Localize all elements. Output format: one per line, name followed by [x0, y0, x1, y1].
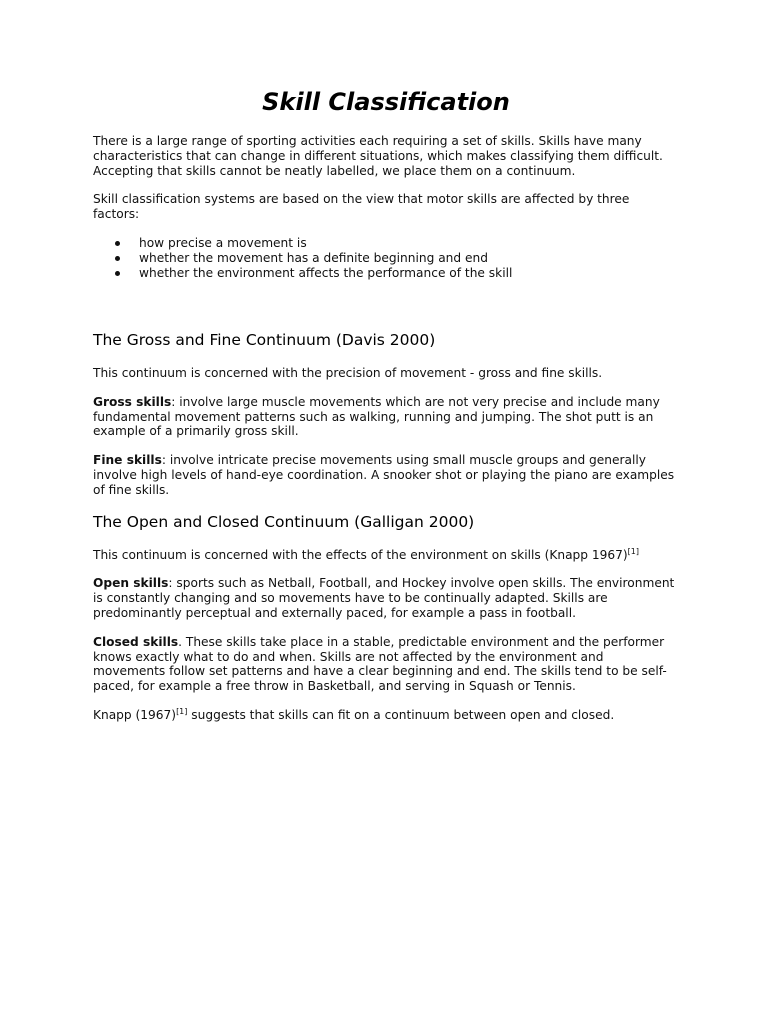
open-skills-term: Open skills	[93, 576, 169, 591]
open-skills-paragraph	[93, 576, 679, 620]
list-item	[93, 236, 679, 251]
gross-skills-term: Gross skills	[93, 394, 172, 409]
footnote-reference[interactable]: [1]	[627, 546, 639, 556]
knapp-paragraph	[93, 708, 679, 723]
gross-fine-heading: The Gross and Fine Continuum (Davis 2000)	[93, 330, 436, 349]
bullet-icon	[115, 271, 120, 276]
gross-skills-paragraph	[93, 395, 679, 439]
intro-paragraph: There is a large range of sporting activities each requiring a set of skills. Skills have many characteristics that can change in different situations, which makes classifying them difficult. Accepting that skills cannot be neatly labelled, we place them on a continuum.	[93, 134, 663, 178]
document-body	[93, 134, 679, 737]
fine-skills-term: Fine skills	[93, 453, 162, 468]
open-closed-heading: The Open and Closed Continuum (Galligan 2000)	[93, 512, 475, 531]
open-closed-intro	[93, 548, 679, 563]
factors-list	[93, 236, 679, 281]
list-item-text: how precise a movement is	[139, 235, 307, 250]
bullet-icon	[115, 241, 120, 246]
open-skills-text: : sports such as Netball, Football, and Hockey involve open skills. The environment is constantly changing and so movements have to be continually adapted. Skills are predominantly perceptual and externally paced, for example a pass in football.	[93, 576, 675, 620]
list-item-text: whether the environment affects the performance of the skill	[139, 265, 513, 280]
fine-skills-text: : involve intricate precise movements using small muscle groups and generally involve high levels of hand-eye coordination. A snooker shot or playing the piano are examples of fine skills.	[93, 453, 675, 497]
list-item	[93, 266, 679, 281]
footnote-reference[interactable]: [1]	[176, 706, 188, 716]
gross-skills-text: : involve large muscle movements which are not very precise and include many fundamental movement patterns such as walking, running and jumping. The shot putt is an example of a primarily gross skill.	[93, 394, 660, 439]
open-closed-intro-text: This continuum is concerned with the effects of the environment on skills (Knapp 1967)	[93, 547, 628, 562]
knapp-prefix: Knapp (1967)	[93, 707, 177, 722]
list-item-text: whether the movement has a definite beginning and end	[139, 250, 488, 265]
closed-skills-paragraph	[93, 635, 679, 694]
bullet-icon	[115, 256, 120, 261]
list-item	[93, 251, 679, 266]
document-title: Skill Classification	[262, 88, 510, 116]
closed-skills-text: . These skills take place in a stable, predictable environment and the performer knows exactly what to do and when. Skills are not affected by the environment and movements follow set patterns and have a clear beginning and end. The skills tend to be self-paced, for example a free throw in Basketball, and serving in Squash or Tennis.	[93, 634, 667, 694]
classification-systems-paragraph: Skill classification systems are based on the view that motor skills are affected by three factors:	[93, 192, 630, 222]
gross-fine-intro: This continuum is concerned with the precision of movement - gross and fine skills.	[93, 365, 603, 380]
knapp-text: suggests that skills can fit on a continuum between open and closed.	[187, 707, 615, 722]
closed-skills-term: Closed skills	[93, 634, 179, 649]
fine-skills-paragraph	[93, 453, 679, 497]
